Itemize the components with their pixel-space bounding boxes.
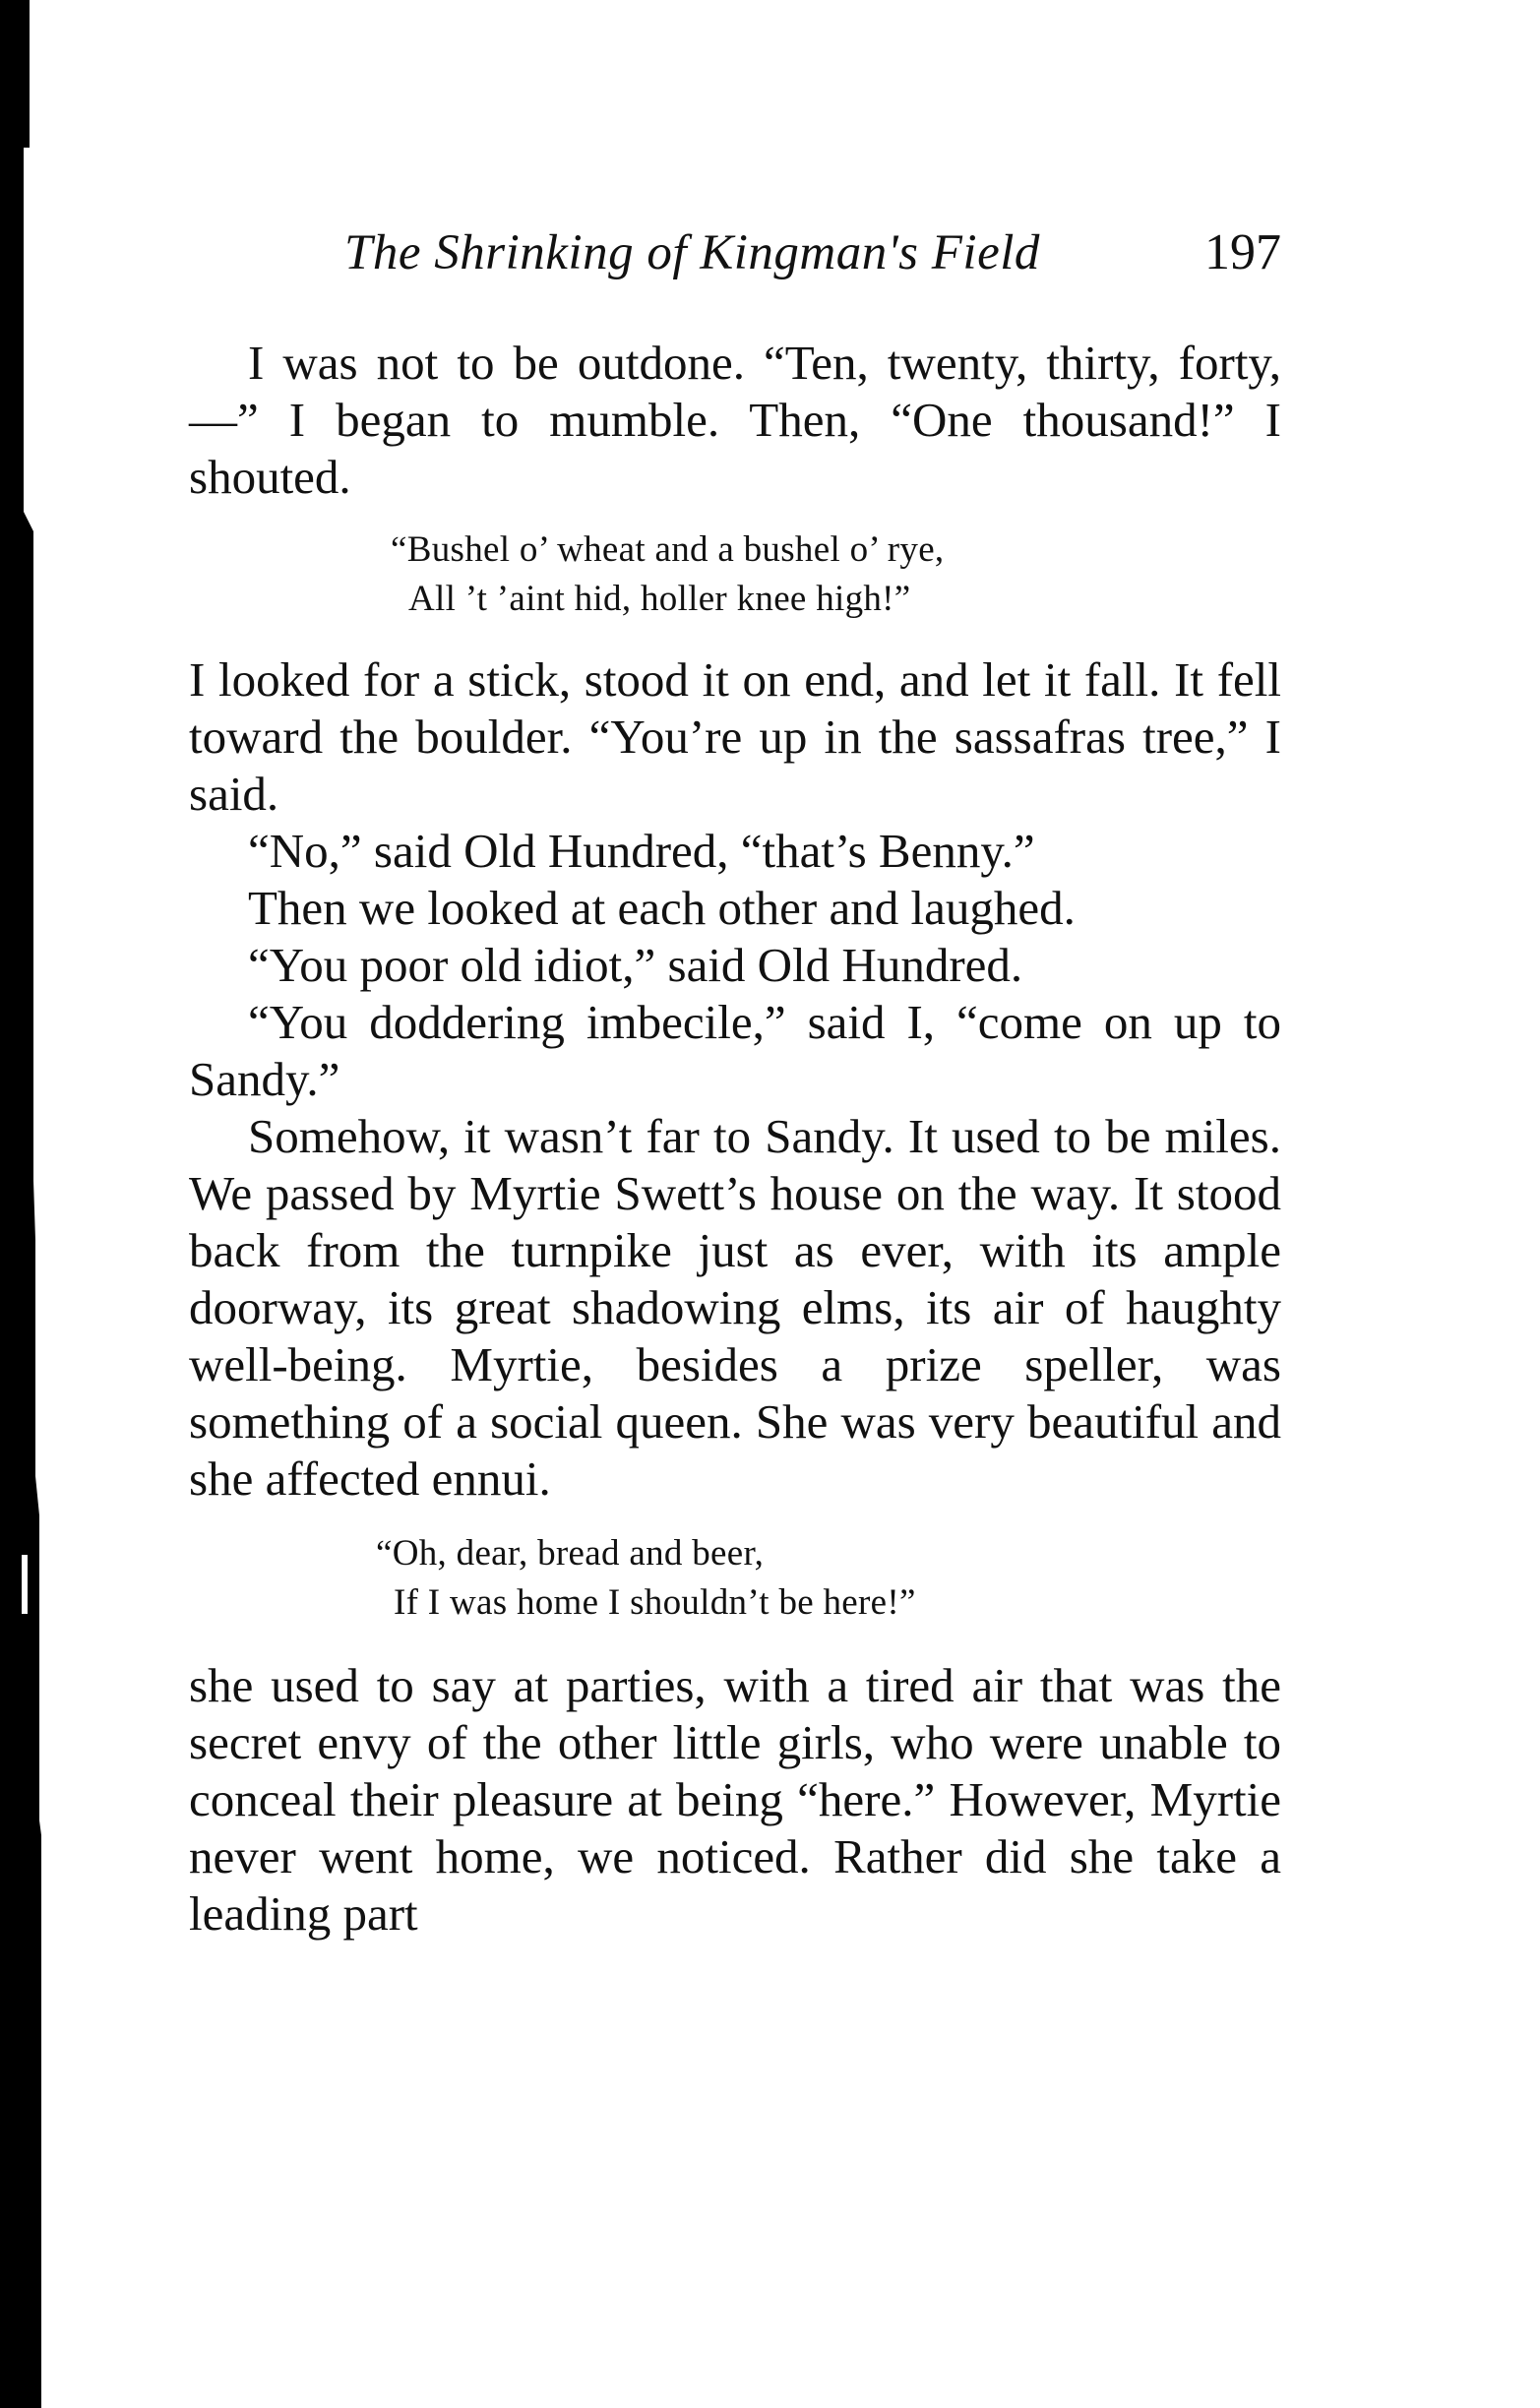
- verse-block: [189, 1529, 1281, 1628]
- paragraph: “You doddering imbecile,” said I, “come on up to Sandy.”: [189, 995, 1281, 1106]
- book-page: [189, 0, 1281, 2408]
- verse-line: “Bushel o’ wheat and a bushel o’ rye,: [391, 529, 945, 570]
- verse-line: All ’t ’aint hid, holler knee high!”: [408, 579, 911, 619]
- page-header: [189, 218, 1281, 287]
- body-text: [189, 335, 1281, 1943]
- paragraph: “No,” said Old Hundred, “that’s Benny.”: [248, 824, 1035, 878]
- paragraph: “You poor old idiot,” said Old Hundred.: [248, 938, 1023, 992]
- verse-line: If I was home I shouldn’t be here!”: [394, 1582, 916, 1623]
- scanned-page-edge: [0, 0, 41, 2408]
- verse-block: [189, 525, 1281, 624]
- page-number: 197: [1204, 224, 1281, 280]
- verse-line: “Oh, dear, bread and beer,: [376, 1533, 765, 1574]
- paragraph: I looked for a stick, stood it on end, and let it fall. It fell toward the boulder. “You’re up in the sassafras tree,” I said.: [189, 652, 1281, 821]
- paragraph: I was not to be outdone. “Ten, twenty, thirty, forty, —” I began to mumble. Then, “One thousand!” I shouted.: [189, 336, 1281, 504]
- paragraph: Then we looked at each other and laughed.: [248, 881, 1076, 935]
- paragraph: she used to say at parties, with a tired air that was the secret envy of the other little girls, who were unable to conceal their pleasure at being “here.” However, Myrtie never went home, we noticed. Rather did she take a leading part: [189, 1658, 1281, 1941]
- paragraph: Somehow, it wasn’t far to Sandy. It used to be miles. We passed by Myrtie Swett’s house on the way. It stood back from the turnpike just as ever, with its ample doorway, its great shadowing elms, its air of haughty well-being. Myrtie, besides a prize speller, was something of a social queen. She was very beautiful and she affected ennui.: [189, 1109, 1281, 1506]
- running-title: The Shrinking of Kingman's Field: [344, 225, 1040, 280]
